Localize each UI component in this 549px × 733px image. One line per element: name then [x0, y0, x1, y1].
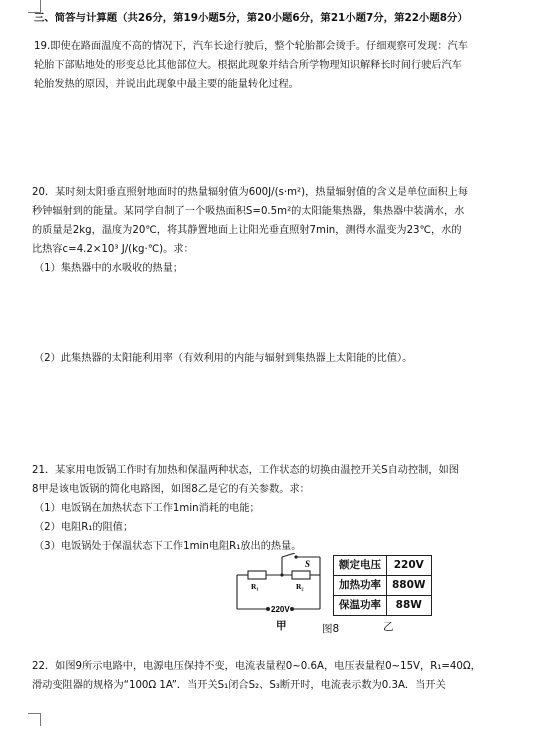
q21-line-2: 8甲是该电饭锅的简化电路图，如图8乙是它的有关参数。求：: [32, 484, 310, 495]
q21-sub-question-3: （3）电饭锅处于保温状态下工作1min电阻R₁放出的热量。: [34, 541, 302, 552]
q20-sub-question-1: （1）集热器中的水吸收的热量；: [34, 263, 184, 274]
table-row: [334, 576, 432, 596]
q22-line-1: 22．如图9所示电路中，电源电压保持不变，电流表量程0~0.6A，电压表量程0~15V，R₁=40Ω，: [32, 661, 481, 672]
table-row: [334, 556, 432, 576]
r1-label: R₁: [251, 582, 259, 591]
switch-blade: [282, 553, 295, 557]
figure-caption-yi: 乙: [383, 621, 394, 633]
q20-line-1: 20．某时刻太阳垂直照射地面时的热量辐射值为600J/(s·m²)，热量辐射值的含义是单位面积上每: [32, 187, 469, 198]
q21-sub-question-2: （2）电阻R₁的阻值；: [34, 522, 134, 533]
terminal-left: [266, 607, 270, 611]
voltage-label: 220V: [271, 605, 290, 614]
table-row: [334, 596, 432, 616]
terminal-right: [290, 607, 294, 611]
q20-line-4: 比热容c=4.2×10³ J/(kg·℃)。求：: [32, 244, 194, 255]
circuit-diagram: [234, 553, 330, 617]
q20-line-2: 秒钟辐射到的能量。某同学自制了一个吸热面积S=0.5m²的太阳能集热器，集热器中装满水，水: [32, 206, 465, 217]
resistor-r2: [292, 571, 310, 579]
switch-label: S: [305, 559, 311, 569]
q20-sub-question-2: （2）此集热器的太阳能利用率（有效利用的内能与辐射到集热器上太阳能的比值）。: [34, 353, 413, 364]
param-value: 220V: [387, 556, 432, 576]
figure-caption: 图8: [322, 623, 340, 635]
resistor-r1: [248, 571, 266, 579]
q19-line-3: 轮胎发热的原因，并说出此现象中最主要的能量转化过程。: [34, 79, 299, 90]
parameter-table: [333, 555, 432, 616]
param-value: 88W: [387, 596, 432, 616]
r2-label: R₂: [296, 582, 304, 591]
q22-line-2: 滑动变阻器的规格为“100Ω 1A”．当开关S₁闭合S₂、S₃断开时，电流表示数为0.3A．当开关: [32, 680, 446, 691]
param-value: 880W: [387, 576, 432, 596]
param-name: 额定电压: [334, 556, 387, 576]
q20-line-3: 的质量是2kg，温度为20℃，将其静置地面上让阳光垂直照射7min，测得水温变为23℃，水的: [32, 225, 462, 236]
q19-line-1: 19.即使在路面温度不高的情况下，汽车长途行驶后，整个轮胎都会烫手。仔细观察可发现：汽车: [34, 41, 468, 52]
q21-line-1: 21．某家用电饭锅工作时有加热和保温两种状态，工作状态的切换由温控开关S自动控制，如图: [32, 465, 459, 476]
crop-mark-bottom-left: [28, 713, 41, 726]
param-name: 保温功率: [334, 596, 387, 616]
q21-sub-question-1: （1）电饭锅在加热状态下工作1min消耗的电能；: [34, 503, 260, 514]
section-heading: 三、简答与计算题（共26分，第19小题5分，第20小题6分，第21小题7分，第22小题8分）: [34, 12, 468, 24]
param-name: 加热功率: [334, 576, 387, 596]
figure-caption-jia: 甲: [276, 620, 287, 632]
q19-line-2: 轮胎下部贴地处的形变总比其他部位大。根据此现象并结合所学物理知识解释长时间行驶后汽车: [34, 60, 462, 71]
